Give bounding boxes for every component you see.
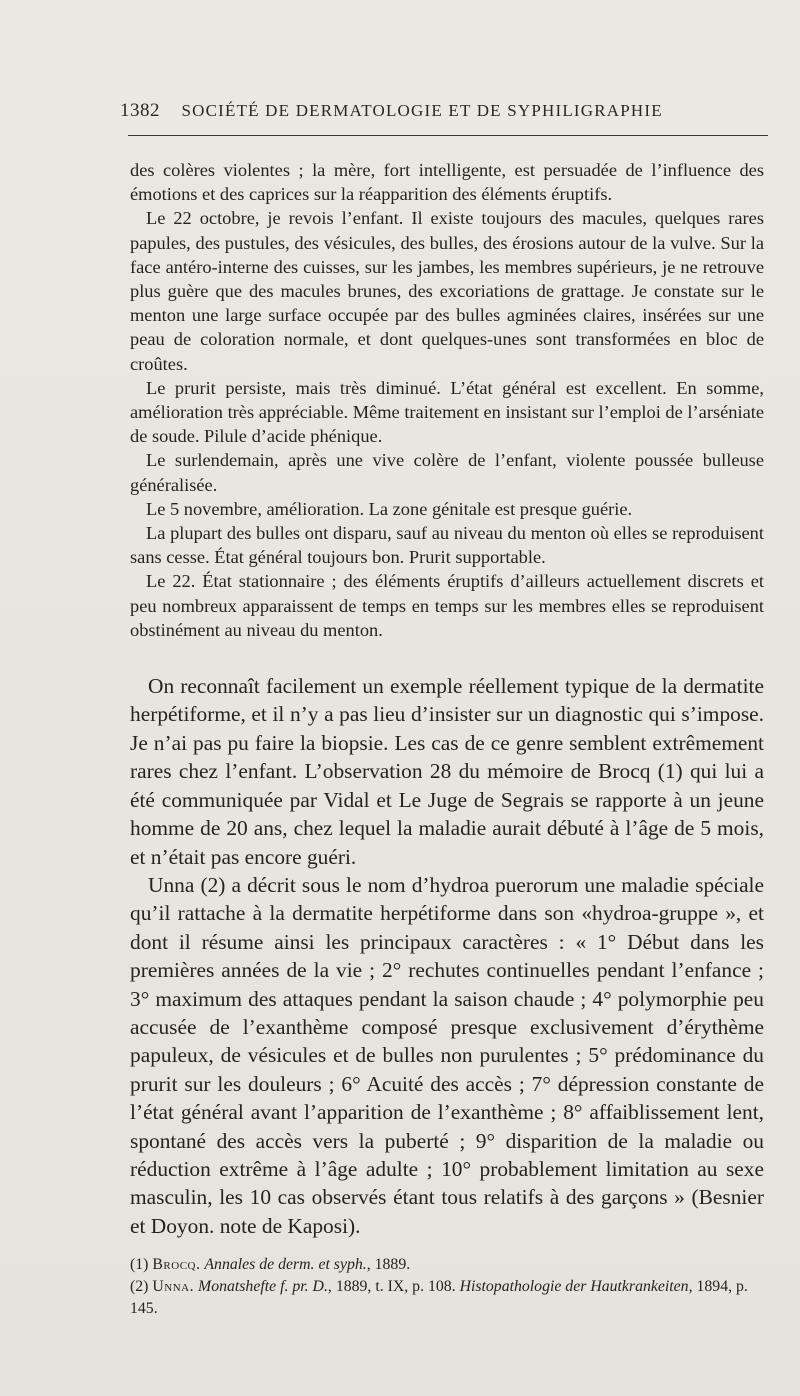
footnote (130, 1254, 764, 1276)
observation-paragraph: La plupart des bulles ont disparu, sauf au niveau du menton où elles se reproduisent sans cesse. État général toujours bon. Prurit supportable. (130, 523, 764, 568)
observation-paragraph: des colères violentes ; la mère, fort intelligente, est persuadée de l’influence des émotions et des caprices sur la réapparition des éléments éruptifs. (130, 160, 764, 205)
footnote-number: (1) (130, 1256, 149, 1274)
observation-paragraph: Le 22. État stationnaire ; des éléments éruptifs d’ailleurs actuellement discrets et peu nombreux apparaissent de temps en temps sur les membres elles se reproduisent obstinément au niveau du menton. (130, 571, 764, 640)
footnote-number: (2) (130, 1278, 149, 1296)
footnote-author: Unna. (152, 1278, 195, 1296)
running-header (120, 100, 770, 122)
discussion (130, 672, 764, 1240)
footnote-details: , 1889. (366, 1256, 411, 1274)
footnotes (130, 1254, 764, 1320)
running-title: SOCIÉTÉ DE DERMATOLOGIE ET DE SYPHILIGRAPHIE (181, 101, 663, 120)
discussion-paragraph: On reconnaît facilement un exemple réellement typique de la dermatite herpétiforme, et il n’y a pas lieu d’insister sur un diagnostic qui s’impose. Je n’ai pas pu faire la biopsie. Les cas de ce genre semblent extrêmement rares chez l’enfant. L’observation 28 du mémoire de Brocq (1) qui lui a été communiquée par Vidal et Le Juge de Segrais se rapporte à un jeune homme de 20 ans, chez lequel la maladie aurait débuté à l’âge de 5 mois, et n’était pas encore guéri. (130, 674, 764, 869)
discussion-paragraph: Unna (2) a décrit sous le nom d’hydroa puerorum une maladie spéciale qu’il rattache à la dermatite herpétiforme dans son «hydroa-gruppe », et dont il résume ainsi les principaux caractères : « 1° Début dans les premières années de la vie ; 2° rechutes continuelles pendant l’enfance ; 3° maximum des attaques pendant la saison chaude ; 4° polymorphie peu accusée de l’exanthème composé presque exclusivement d’érythème papuleux, de vésicules et de bulles non purulentes ; 5° prédominance du prurit sur les douleurs ; 6° Acuité des accès ; 7° dépression constante de l’état général avant l’apparition de l’exanthème ; 8° affaiblissement lent, spontané des accès vers la puberté ; 9° disparition de la maladie ou réduction extrême à l’âge adulte ; 10° probablement limitation au sexe masculin, les 10 cas observés étant tous relatifs à des garçons » (Besnier et Doyon. note de Kaposi). (130, 872, 764, 1238)
observation-paragraph: Le surlendemain, après une vive colère de l’enfant, violente poussée bulleuse généralisée. (130, 450, 764, 495)
page-number: 1382 (120, 100, 160, 121)
observation-paragraph: Le 22 octobre, je revois l’enfant. Il existe toujours des macules, quelques rares papules, des pustules, des vésicules, des bulles, des érosions autour de la vulve. Sur la face antéro-interne des cuisses, sur les jambes, les membres supérieurs, je ne retrouve plus guère que des macules brunes, des excoriations de grattage. Je constate sur le menton une large surface occupée par des bulles agminées claires, insérées sur une peau de coloration normale, et dont quelques-unes sont transformées en bloc de croûtes. (130, 208, 764, 374)
header-rule (128, 135, 768, 136)
footnote-title: Annales de derm. et syph. (204, 1256, 367, 1274)
footnote-title: Monatshefte f. pr. D. (198, 1278, 328, 1296)
footnote-details: , 1889, t. IX, p. 108. (327, 1278, 456, 1296)
observation-paragraph: Le prurit persiste, mais très diminué. L’état général est excellent. En somme, amélioration très appréciable. Même traitement en insistant sur l’emploi de l’arséniate de soude. Pilule d’acide phénique. (130, 377, 764, 447)
footnote-title-2: Histopathologie der Hautkrankeiten (459, 1278, 689, 1296)
footnote (130, 1276, 764, 1320)
case-observation (130, 158, 764, 642)
page-body (130, 158, 764, 1320)
observation-paragraph: Le 5 novembre, amélioration. La zone génitale est presque guérie. (146, 498, 633, 519)
footnote-author: Brocq. (152, 1256, 201, 1274)
footnote-details-2: , 1894, p. 145. (130, 1278, 748, 1318)
